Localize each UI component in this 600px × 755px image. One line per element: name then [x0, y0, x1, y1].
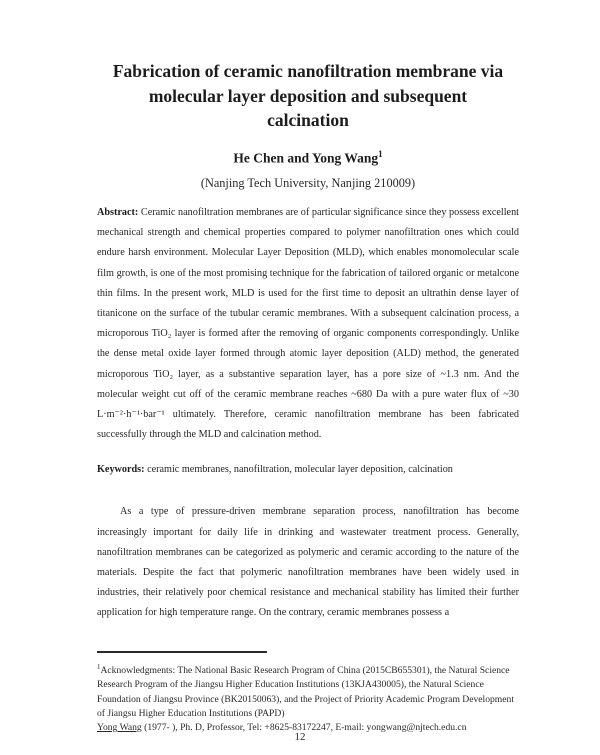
abstract-label: Abstract:: [97, 207, 139, 218]
keywords-line: [97, 464, 519, 475]
footnote-marker: 1: [97, 663, 101, 671]
author-names: He Chen and Yong Wang: [233, 150, 379, 165]
keywords-text: ceramic membranes, nanofiltration, molecular layer deposition, calcination: [144, 464, 453, 476]
abstract-text: Ceramic nanofiltration membranes are of particular significance since they possess excellent mechanical strength and chemical properties compared to polymer nanofiltration ones which could endure harsh environment. Molecular Layer Deposition (MLD), which enables monomolecular scale film growth, is one of the most promising technique for the fabrication of tailored organic or metalcone thin films. In the present work, MLD is used for the first time to deposit an ultrathin dense layer of titanicone on the surface of the tubular ceramic membranes. With a subsequent calcination process, a microporous TiO₂ layer is formed after the removing of organic components correspondingly. Unlike the dense metal oxide layer formed through atomic layer deposition (ALD) method, the generated microporous TiO₂ layer, as a substantive separation layer, has a pore size of ~1.3 nm. And the molecular weight cut off of the ceramic membrane reaches ~680 Da with a pure water flux of ~30 L·m⁻²·h⁻¹·bar⁻¹ ultimately. Therefore, ceramic nanofiltration membrane has been fabricated successfully through the MLD and calcination method.: [97, 207, 519, 441]
author-line: [97, 149, 519, 167]
page-number: 12: [294, 731, 306, 743]
title-line-3: calcination: [267, 110, 349, 130]
keywords-label: Keywords:: [97, 464, 145, 476]
footnote-acknowledgments-text: Acknowledgments: The National Basic Research Program of China (2015CB655301), the Natural Science Research Program of the Jiangsu Higher Education Institutions (13KJA430005), the Natural Science Foundation of Jiangsu Province (BK20150063), and the Project of Priority Academic Program Development of Jiangsu Higher Education Institutions (PAPD): [97, 665, 514, 719]
author-footnote-marker: 1: [378, 148, 383, 159]
introduction-paragraph: As a type of pressure-driven membrane separation process, nanofiltration has become increasingly important for daily life in drinking and wastewater treatment process. Generally, nanofiltration membranes can be categorized as polymeric and ceramic according to the nature of the materials. Despite the fact that polymeric nanofiltration membranes have been widely used in industries, their relatively poor chemical resistance and mechanical stability has limited their further application for high temperature range. On the contrary, ceramic membranes possess a: [97, 506, 519, 619]
footnote-author-name: Yong Wang: [97, 722, 142, 733]
footnote-block: [97, 651, 519, 735]
footnote-author-details: (1977- ), Ph. D, Professor, Tel: +8625-83172247, E-mail: yongwang@njtech.edu.cn: [141, 722, 467, 733]
affiliation-line: (Nanjing Tech University, Nanjing 210009): [200, 176, 416, 190]
abstract-paragraph: [97, 203, 519, 445]
footnote-acknowledgments: [97, 660, 519, 721]
paper-title: [97, 59, 519, 133]
title-line-2: molecular layer deposition and subsequent: [148, 85, 468, 106]
footnote-separator-rule: [97, 651, 267, 653]
title-line-1: Fabrication of ceramic nanofiltration membrane via: [112, 61, 504, 81]
